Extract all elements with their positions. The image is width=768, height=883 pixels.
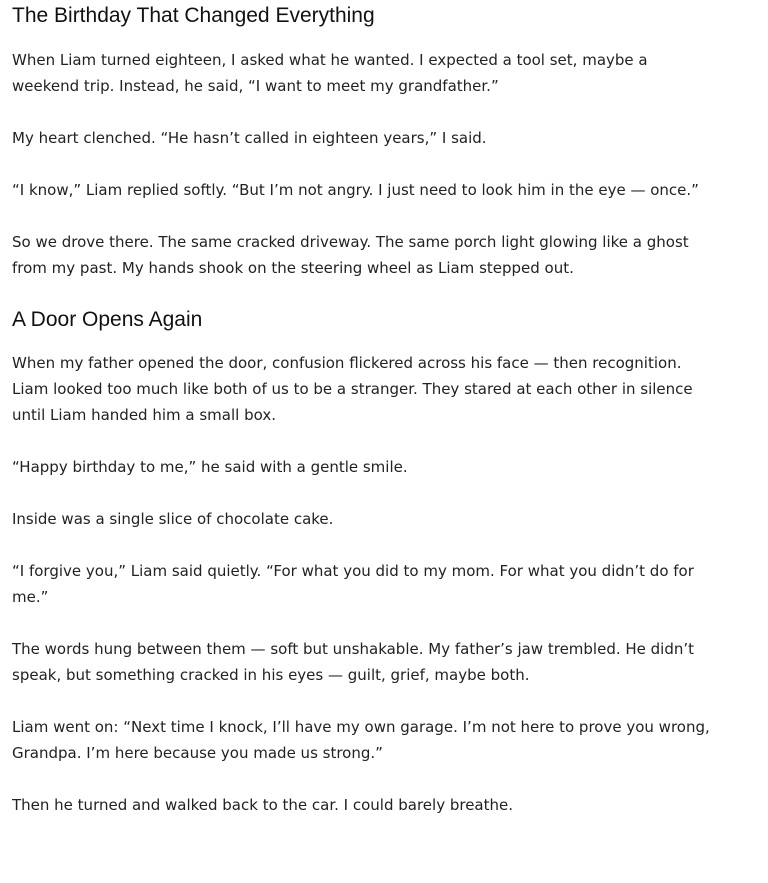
- story-paragraph: Liam went on: “Next time I knock, I’ll have my own garage. I’m not here to prove you wrong, Grandpa. I’m here because you made us strong.”: [12, 718, 710, 762]
- story-paragraph: The words hung between them — soft but unshakable. My father’s jaw trembled. He didn’t speak, but something cracked in his eyes — guilt, grief, maybe both.: [12, 640, 695, 684]
- story-paragraph: When Liam turned eighteen, I asked what he wanted. I expected a tool set, maybe a weekend trip. Instead, he said, “I want to meet my grandfather.”: [12, 51, 648, 95]
- story-paragraph: “Happy birthday to me,” he said with a gentle smile.: [12, 458, 408, 476]
- story-paragraph: My heart clenched. “He hasn’t called in eighteen years,” I said.: [12, 129, 487, 147]
- section-heading-door: A Door Opens Again: [12, 308, 203, 331]
- article-body: [12, 0, 712, 818]
- story-paragraph: Inside was a single slice of chocolate cake.: [12, 510, 334, 528]
- story-paragraph: “I forgive you,” Liam said quietly. “For what you did to my mom. For what you didn’t do for me.”: [12, 562, 694, 606]
- story-paragraph: So we drove there. The same cracked driveway. The same porch light glowing like a ghost from my past. My hands shook on the steering wheel as Liam stepped out.: [12, 233, 689, 277]
- section-heading-birthday: The Birthday That Changed Everything: [12, 4, 375, 27]
- story-paragraph: “I know,” Liam replied softly. “But I’m not angry. I just need to look him in the eye — once.”: [12, 181, 699, 199]
- story-paragraph: When my father opened the door, confusion flickered across his face — then recognition. Liam looked too much like both of us to be a stranger. They stared at each other in silence until Liam handed him a small box.: [12, 354, 693, 424]
- story-paragraph: Then he turned and walked back to the car. I could barely breathe.: [12, 796, 514, 814]
